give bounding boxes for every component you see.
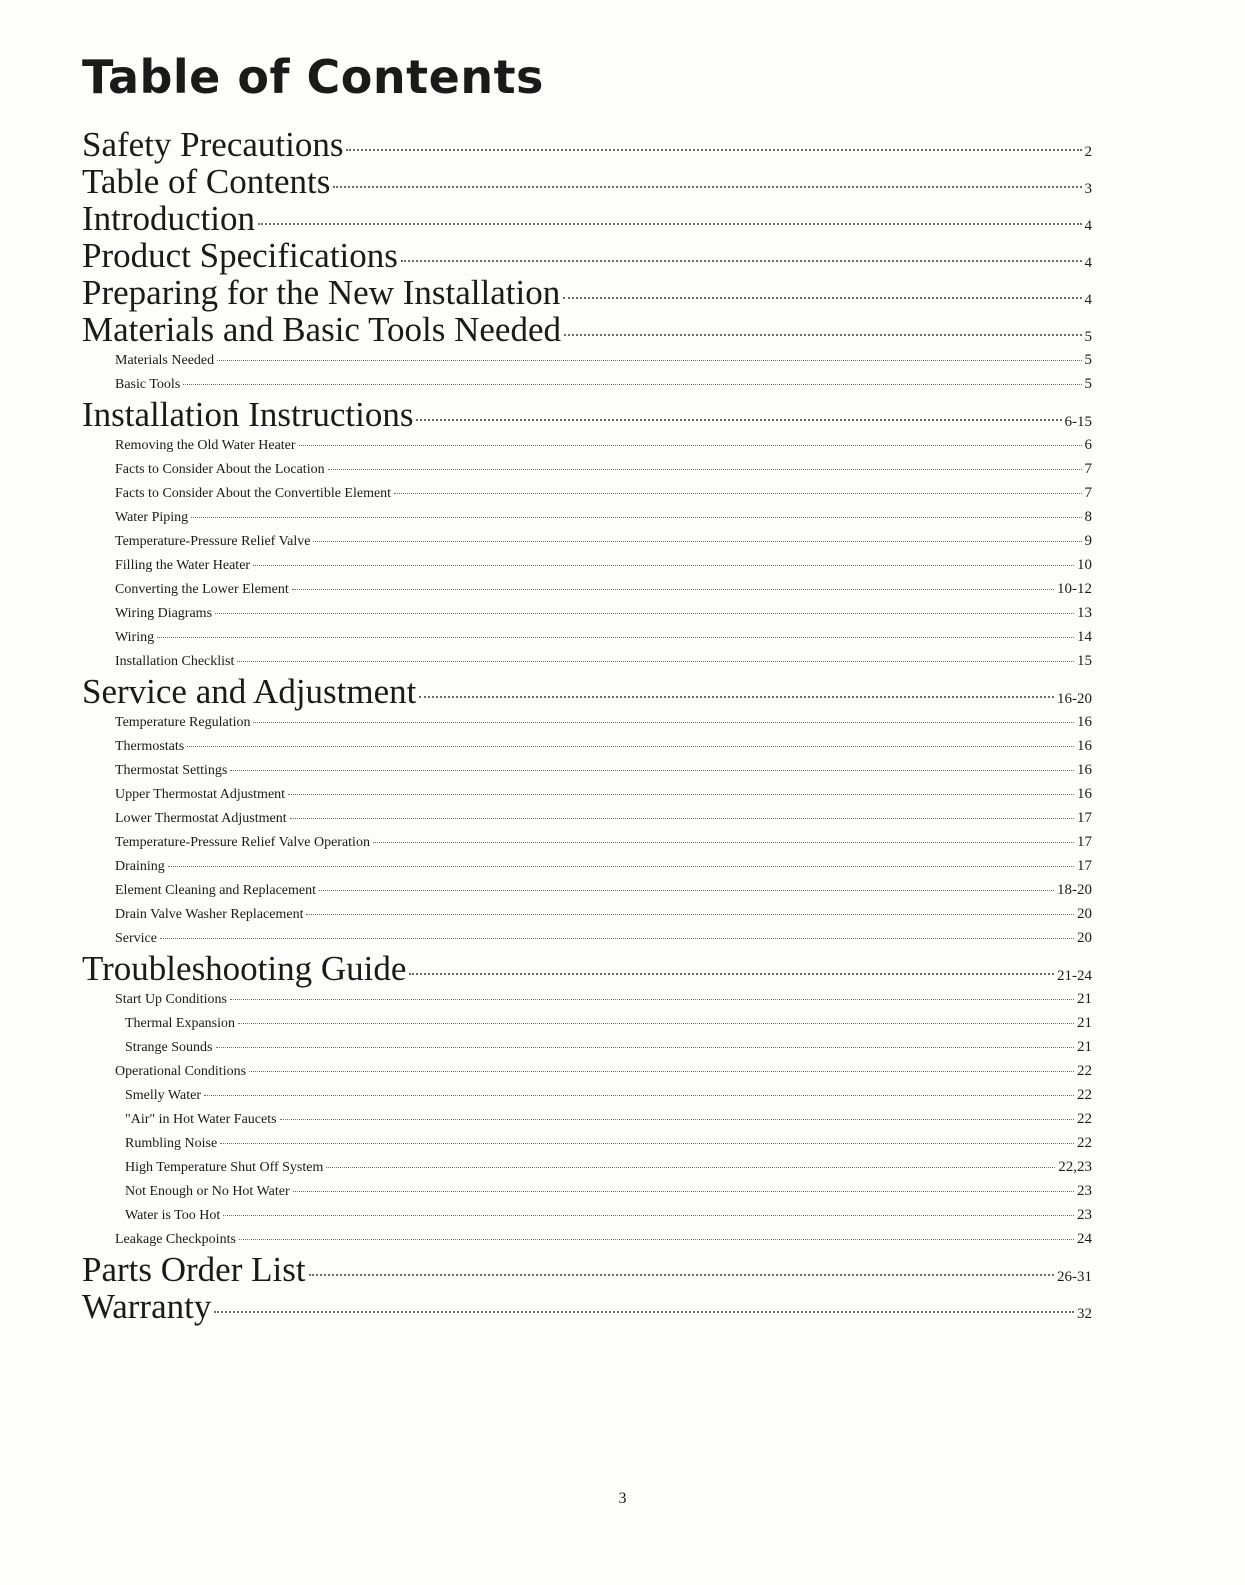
dot-leader <box>293 1191 1074 1192</box>
toc-entry-page: 4 <box>1084 292 1092 308</box>
toc-entry-label: Troubleshooting Guide <box>82 949 407 988</box>
toc-entry-label: Thermal Expansion <box>125 1016 236 1031</box>
dot-leader <box>333 186 1081 188</box>
toc-section[interactable] <box>82 950 1092 987</box>
toc-entry-label: Introduction <box>82 199 256 238</box>
toc-entry-label: Product Specifications <box>82 236 398 275</box>
toc-section[interactable] <box>82 673 1092 710</box>
toc-entry-page: 22 <box>1077 1063 1092 1079</box>
dot-leader <box>258 223 1081 225</box>
toc-entry-page: 20 <box>1077 930 1092 946</box>
toc-subsection[interactable] <box>82 505 1092 529</box>
toc-subsection[interactable] <box>82 987 1092 1011</box>
toc-entry-page: 13 <box>1077 605 1092 621</box>
dot-leader <box>416 419 1061 421</box>
dot-leader <box>299 445 1082 446</box>
dot-leader <box>214 1311 1074 1313</box>
dot-leader <box>238 1023 1074 1024</box>
toc-entry-page: 20 <box>1077 906 1092 922</box>
dot-leader <box>157 637 1074 638</box>
toc-entry-page: 16 <box>1077 714 1092 730</box>
dot-leader <box>230 999 1074 1000</box>
dot-leader <box>183 384 1081 385</box>
toc-entry-page: 17 <box>1077 810 1092 826</box>
toc-subsection[interactable] <box>82 902 1092 926</box>
toc-section[interactable] <box>82 126 1092 163</box>
toc-subsection[interactable] <box>82 649 1092 673</box>
toc-subsection[interactable] <box>82 1203 1092 1227</box>
toc-entry-label: Not Enough or No Hot Water <box>125 1184 290 1199</box>
toc-entry-label: Thermostats <box>115 739 185 754</box>
toc-entry-page: 9 <box>1084 533 1092 549</box>
toc-entry-label: Removing the Old Water Heater <box>115 438 296 453</box>
toc-entry-page: 21 <box>1077 991 1092 1007</box>
toc-entry-label: Temperature-Pressure Relief Valve Operation <box>115 835 370 850</box>
toc-entry-page: 4 <box>1084 218 1092 234</box>
toc-entry-label: Temperature-Pressure Relief Valve <box>115 534 311 549</box>
toc-section[interactable] <box>82 200 1092 237</box>
dot-leader <box>328 469 1082 470</box>
dot-leader <box>288 794 1074 795</box>
toc-entry-page: 10-12 <box>1057 581 1092 597</box>
toc-entry-page: 7 <box>1084 461 1092 477</box>
toc-entry-label: "Air" in Hot Water Faucets <box>125 1112 277 1127</box>
toc-entry-label: Converting the Lower Element <box>115 582 289 597</box>
dot-leader <box>564 334 1082 336</box>
toc-entry-label: Service and Adjustment <box>82 672 417 711</box>
dot-leader <box>204 1095 1074 1096</box>
toc-entry-label: Filling the Water Heater <box>115 558 251 573</box>
toc-subsection[interactable] <box>82 553 1092 577</box>
dot-leader <box>253 722 1074 723</box>
dot-leader <box>216 1047 1075 1048</box>
dot-leader <box>160 938 1074 939</box>
toc-subsection[interactable] <box>82 782 1092 806</box>
toc-entry-page: 16 <box>1077 762 1092 778</box>
toc-entry-page: 21 <box>1077 1015 1092 1031</box>
toc-entry-label: Smelly Water <box>125 1088 201 1103</box>
toc-entry-label: Parts Order List <box>82 1250 306 1289</box>
toc-subsection[interactable] <box>82 1011 1092 1035</box>
toc-subsection[interactable] <box>82 806 1092 830</box>
toc-entry-label: Preparing for the New Installation <box>82 273 561 312</box>
toc-entry-label: Upper Thermostat Adjustment <box>115 787 286 802</box>
toc-section[interactable] <box>82 396 1092 433</box>
toc-entry-page: 5 <box>1084 376 1092 392</box>
toc-entry-page: 6-15 <box>1064 414 1092 430</box>
dot-leader <box>280 1119 1074 1120</box>
toc-subsection[interactable] <box>82 1227 1092 1251</box>
toc-section[interactable] <box>82 274 1092 311</box>
dot-leader <box>373 842 1074 843</box>
toc-entry-label: Materials Needed <box>115 353 215 368</box>
toc-entry-label: Water Piping <box>115 510 189 525</box>
toc-subsection[interactable] <box>82 372 1092 396</box>
toc-entry-page: 22 <box>1077 1135 1092 1151</box>
dot-leader <box>401 260 1082 262</box>
toc-entry-page: 26-31 <box>1057 1269 1092 1285</box>
dot-leader <box>313 541 1081 542</box>
toc-subsection[interactable] <box>82 601 1092 625</box>
toc-subsection[interactable] <box>82 1155 1092 1179</box>
toc-entry-label: Lower Thermostat Adjustment <box>115 811 287 826</box>
toc-subsection[interactable] <box>82 625 1092 649</box>
toc-subsection[interactable] <box>82 348 1092 372</box>
toc-subsection[interactable] <box>82 758 1092 782</box>
toc-section[interactable] <box>82 163 1092 200</box>
toc-entry-label: Draining <box>115 859 165 874</box>
toc-entry-page: 22 <box>1077 1111 1092 1127</box>
dot-leader <box>563 297 1081 299</box>
toc-entry-page: 7 <box>1084 485 1092 501</box>
toc-entry-label: Wiring <box>115 630 155 645</box>
toc-entry-label: Warranty <box>82 1287 212 1326</box>
toc-entry-label: Facts to Consider About the Convertible Element <box>115 486 392 501</box>
toc-entry-page: 17 <box>1077 858 1092 874</box>
toc-entry-label: Operational Conditions <box>115 1064 247 1079</box>
dot-leader <box>394 493 1081 494</box>
toc-entry-label: Basic Tools <box>115 377 181 392</box>
toc-subsection[interactable] <box>82 878 1092 902</box>
toc-entry-label: Element Cleaning and Replacement <box>115 883 316 898</box>
toc-entry-label: Wiring Diagrams <box>115 606 213 621</box>
dot-leader <box>223 1215 1074 1216</box>
toc-subsection[interactable] <box>82 830 1092 854</box>
dot-leader <box>319 890 1054 891</box>
toc-entry-page: 10 <box>1077 557 1092 573</box>
toc-entry-label: Installation Checklist <box>115 654 235 669</box>
toc-entry-label: Strange Sounds <box>125 1040 213 1055</box>
toc-entry-page: 4 <box>1084 255 1092 271</box>
toc-entry-label: Safety Precautions <box>82 125 344 164</box>
toc-entry-label: Installation Instructions <box>82 395 414 434</box>
toc-entry-label: Leakage Checkpoints <box>115 1232 236 1247</box>
toc-entry-page: 21 <box>1077 1039 1092 1055</box>
dot-leader <box>249 1071 1074 1072</box>
toc-entry-label: Start Up Conditions <box>115 992 228 1007</box>
toc-entry-page: 2 <box>1084 144 1092 160</box>
toc-entry-page: 16 <box>1077 738 1092 754</box>
toc-entry-label: Materials and Basic Tools Needed <box>82 310 561 349</box>
toc-entry-page: 8 <box>1084 509 1092 525</box>
dot-leader <box>409 973 1054 975</box>
toc-entry-page: 23 <box>1077 1207 1092 1223</box>
toc-entry-label: Rumbling Noise <box>125 1136 218 1151</box>
toc-entry-label: Drain Valve Washer Replacement <box>115 907 304 922</box>
dot-leader <box>239 1239 1074 1240</box>
toc-subsection[interactable] <box>82 577 1092 601</box>
toc-entry-page: 15 <box>1077 653 1092 669</box>
toc-entry-page: 24 <box>1077 1231 1092 1247</box>
dot-leader <box>215 613 1074 614</box>
dot-leader <box>187 746 1074 747</box>
dot-leader <box>309 1274 1054 1276</box>
toc-subsection[interactable] <box>82 926 1092 950</box>
toc-subsection[interactable] <box>82 457 1092 481</box>
toc-subsection[interactable] <box>82 529 1092 553</box>
toc-subsection[interactable] <box>82 854 1092 878</box>
toc-entry-page: 32 <box>1077 1306 1092 1322</box>
toc-section[interactable] <box>82 1251 1092 1288</box>
dot-leader <box>168 866 1074 867</box>
dot-leader <box>419 696 1054 698</box>
toc-subsection[interactable] <box>82 481 1092 505</box>
toc-entry-page: 18-20 <box>1057 882 1092 898</box>
toc-subsection[interactable] <box>82 1035 1092 1059</box>
toc-section[interactable] <box>82 237 1092 274</box>
toc-entry-label: Water is Too Hot <box>125 1208 221 1223</box>
toc-subsection[interactable] <box>82 433 1092 457</box>
toc-entry-page: 5 <box>1084 329 1092 345</box>
dot-leader <box>217 360 1081 361</box>
toc-entry-page: 21-24 <box>1057 968 1092 984</box>
toc-section[interactable] <box>82 1288 1092 1325</box>
toc-entry-page: 3 <box>1084 181 1092 197</box>
dot-leader <box>230 770 1074 771</box>
toc-entry-page: 22 <box>1077 1087 1092 1103</box>
toc-entry-page: 5 <box>1084 352 1092 368</box>
dot-leader <box>253 565 1074 566</box>
dot-leader <box>237 661 1074 662</box>
toc-entry-page: 23 <box>1077 1183 1092 1199</box>
dot-leader <box>292 589 1054 590</box>
toc-section[interactable] <box>82 311 1092 348</box>
toc-entry-page: 16-20 <box>1057 691 1092 707</box>
toc-entry-page: 6 <box>1084 437 1092 453</box>
page-number: 3 <box>618 1490 627 1507</box>
toc-entry-label: Temperature Regulation <box>115 715 251 730</box>
toc-entry-label: Service <box>115 931 157 946</box>
toc-subsection[interactable] <box>82 710 1092 734</box>
dot-leader <box>306 914 1074 915</box>
toc-entry-page: 14 <box>1077 629 1092 645</box>
toc-entry-label: Table of Contents <box>82 162 331 201</box>
toc-subsection[interactable] <box>82 1059 1092 1083</box>
toc-entry-label: Thermostat Settings <box>115 763 228 778</box>
toc-entry-page: 22,23 <box>1058 1159 1092 1175</box>
dot-leader <box>346 149 1081 151</box>
toc-subsection[interactable] <box>82 1131 1092 1155</box>
toc-entry-label: Facts to Consider About the Location <box>115 462 325 477</box>
page-title: Table of Contents <box>82 50 544 104</box>
toc-entry-page: 16 <box>1077 786 1092 802</box>
toc-entry-page: 17 <box>1077 834 1092 850</box>
toc-entry-label: High Temperature Shut Off System <box>125 1160 324 1175</box>
dot-leader <box>290 818 1074 819</box>
dot-leader <box>191 517 1081 518</box>
toc-subsection[interactable] <box>82 1107 1092 1131</box>
dot-leader <box>326 1167 1055 1168</box>
table-of-contents <box>82 126 1092 1325</box>
toc-subsection[interactable] <box>82 1083 1092 1107</box>
dot-leader <box>220 1143 1074 1144</box>
toc-subsection[interactable] <box>82 734 1092 758</box>
toc-subsection[interactable] <box>82 1179 1092 1203</box>
